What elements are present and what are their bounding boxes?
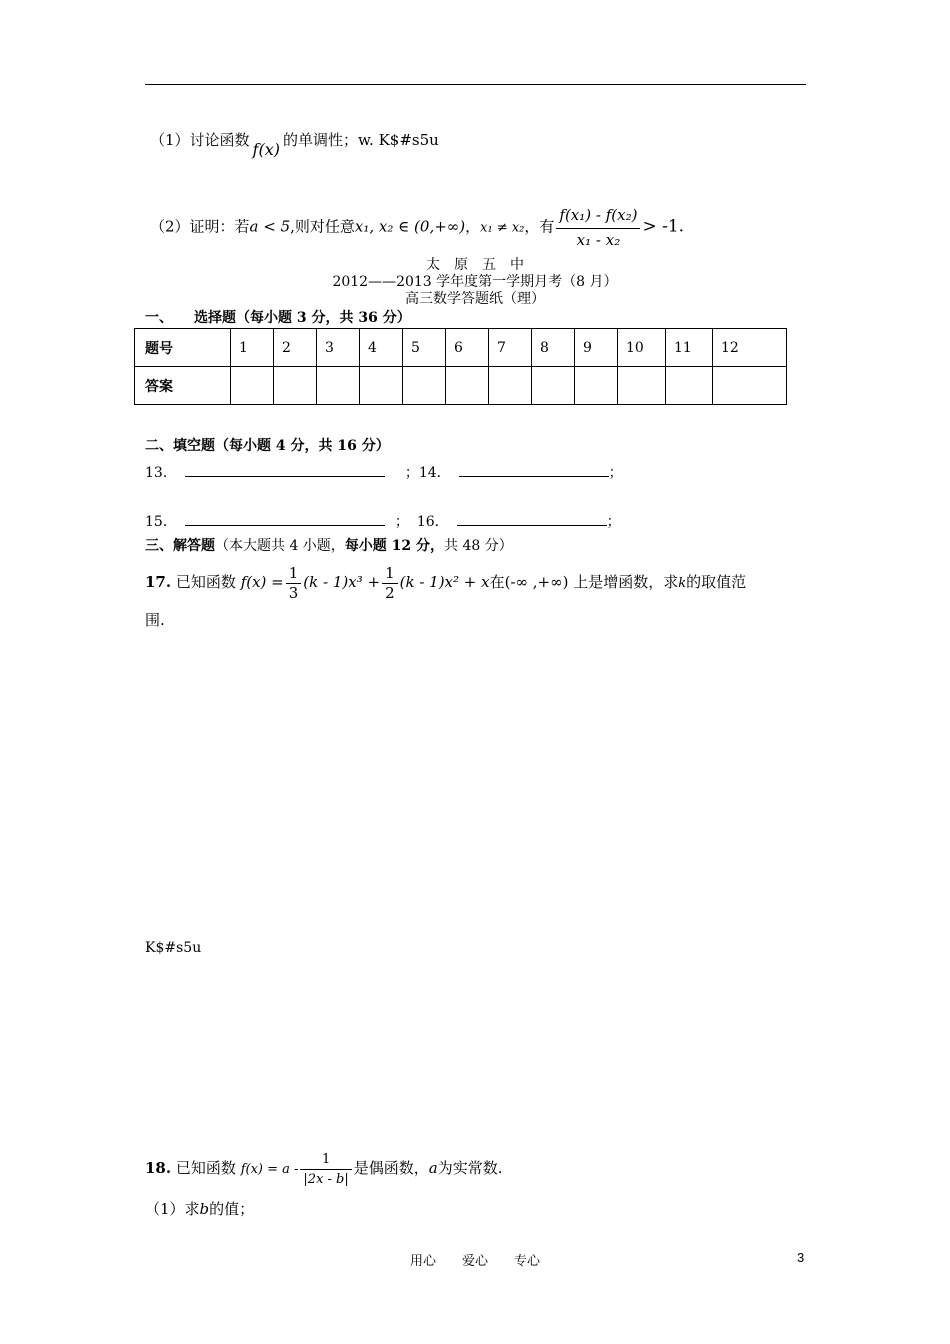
- answer-cell[interactable]: [446, 367, 489, 405]
- table-header-number: 题号: [135, 329, 231, 367]
- q18-part-1: [145, 1198, 254, 1219]
- part2-sep: ，: [465, 217, 481, 236]
- section-1-heading: 一、 选择题（每小题 3 分，共 36 分）: [145, 310, 411, 326]
- q17-fraction-2: [382, 564, 398, 603]
- answer-cell[interactable]: [274, 367, 317, 405]
- answer-sheet-title: 高三数学答题纸（理）: [405, 291, 545, 307]
- part2-fraction: [556, 204, 640, 251]
- question-part-1: [150, 129, 439, 159]
- part2-neq: x₁ ≠ x₂: [480, 220, 525, 236]
- q17-interval: (-∞ ,+∞): [504, 573, 569, 591]
- footer-motto: 用心 爱心 专心: [409, 1254, 540, 1269]
- q17-f2-num: 1: [382, 564, 398, 584]
- table-row-numbers: [135, 329, 787, 367]
- q18-part1-end: 的值；: [209, 1200, 255, 1218]
- q17-f1-den: 3: [288, 583, 299, 602]
- q18-f-den: |2x - b|: [303, 1171, 349, 1187]
- question-number-cell: 3: [317, 329, 360, 367]
- blank-15[interactable]: [185, 511, 385, 526]
- q18-suffix: 是偶函数，: [353, 1159, 429, 1177]
- q17-mid: 在: [489, 573, 505, 591]
- part2-have: ，有: [524, 217, 555, 236]
- question-number-cell: 1: [231, 329, 274, 367]
- section-3-label: 三、解答题: [145, 538, 215, 554]
- answer-cell[interactable]: [317, 367, 360, 405]
- blank-separator: ；: [404, 465, 419, 481]
- q17-number: 17.: [145, 573, 172, 591]
- question-number-cell: 4: [360, 329, 403, 367]
- q18-number: 18.: [145, 1159, 172, 1177]
- school-name: 太 原 五 中: [426, 257, 524, 273]
- answer-cell[interactable]: [489, 367, 532, 405]
- question-number-cell: 8: [532, 329, 575, 367]
- question-number-cell: 5: [403, 329, 446, 367]
- question-18: [145, 1146, 503, 1192]
- blank-16[interactable]: [457, 511, 607, 526]
- q18-f-num: 1: [300, 1150, 351, 1170]
- blank-14[interactable]: [459, 462, 609, 477]
- q17-term-2: (k - 1)x² + x: [399, 573, 490, 591]
- answer-cell[interactable]: [713, 367, 787, 405]
- blank-label-16: 16．: [416, 514, 449, 530]
- section-3-note: （本大题共 4 小题，: [215, 538, 345, 554]
- part2-numerator: f(x₁) - f(x₂): [556, 204, 640, 229]
- question-number-cell: 6: [446, 329, 489, 367]
- q17-wrap: 围.: [145, 611, 165, 629]
- table-header-answer: 答案: [135, 367, 231, 405]
- q17-end: 的取值范: [686, 573, 747, 591]
- q17-f1-num: 1: [286, 564, 302, 584]
- part1-suffix: 的单调性；w. K$#s5u: [282, 131, 439, 149]
- top-rule: [145, 84, 806, 85]
- answer-cell[interactable]: [666, 367, 713, 405]
- q17-f2-den: 2: [385, 583, 395, 602]
- q18-b: b: [199, 1200, 210, 1218]
- blank-separator: ；: [608, 465, 623, 481]
- q17-suffix: 上是增函数，求: [573, 573, 679, 591]
- blank-label-14: 14．: [418, 465, 451, 481]
- answer-cell[interactable]: [231, 367, 274, 405]
- blank-separator: ；: [394, 514, 409, 530]
- q18-prefix: 已知函数: [175, 1159, 236, 1177]
- answer-cell[interactable]: [618, 367, 666, 405]
- question-number-cell: 9: [575, 329, 618, 367]
- q18-lhs: f(x) = a -: [240, 1162, 299, 1177]
- page-number: 3: [797, 1250, 805, 1265]
- question-number-cell: 11: [666, 329, 713, 367]
- question-number-cell: 10: [618, 329, 666, 367]
- answer-cell[interactable]: [403, 367, 446, 405]
- blank-row-1: [145, 462, 623, 482]
- question-17: [145, 560, 746, 606]
- part1-prefix: （1）讨论函数: [150, 131, 250, 149]
- section-2-heading: 二、填空题（每小题 4 分，共 16 分）: [145, 438, 390, 454]
- question-number-cell: 7: [489, 329, 532, 367]
- blank-label-15: 15．: [145, 514, 177, 530]
- answer-cell[interactable]: [575, 367, 618, 405]
- q17-fraction-1: [286, 564, 302, 603]
- blank-separator: ；: [606, 514, 621, 530]
- answer-cell[interactable]: [360, 367, 403, 405]
- table-row-answers: [135, 367, 787, 405]
- part2-denominator: x₁ - x₂: [576, 231, 621, 249]
- answer-table: [134, 328, 787, 405]
- section-3-note-end: 共 48 分）: [444, 538, 513, 554]
- q17-term-1: (k - 1)x³ +: [303, 573, 381, 591]
- part2-vars: x₁, x₂ ∈ (0,+∞): [354, 217, 466, 236]
- q18-a: a: [428, 1159, 438, 1177]
- part2-mid: ,则对任意: [290, 217, 355, 236]
- q17-prefix: 已知函数: [175, 573, 236, 591]
- answer-cell[interactable]: [532, 367, 575, 405]
- section-3-note-bold: 每小题 12 分，: [344, 538, 445, 554]
- q17-k: k: [678, 576, 687, 591]
- blank-row-2: [145, 511, 621, 531]
- part2-condition: a < 5: [249, 217, 291, 236]
- watermark-text: K$#s5u: [145, 940, 202, 956]
- blank-label-13: 13．: [145, 465, 177, 481]
- part1-function: f(x): [252, 140, 280, 159]
- question-number-cell: 12: [713, 329, 787, 367]
- question-number-cell: 2: [274, 329, 317, 367]
- q18-fraction: [300, 1150, 351, 1189]
- question-part-2: [150, 204, 684, 251]
- q18-end: 为实常数.: [437, 1159, 503, 1177]
- part2-prefix: （2）证明：若: [150, 217, 250, 236]
- part2-rhs: > -1.: [642, 216, 685, 237]
- blank-13[interactable]: [185, 462, 385, 477]
- section-3-heading: [145, 535, 513, 555]
- term-title: 2012——2013 学年度第一学期月考（8 月）: [332, 274, 618, 290]
- q18-part1-prefix: （1）求: [145, 1200, 200, 1218]
- q17-lhs: f(x) =: [240, 573, 284, 591]
